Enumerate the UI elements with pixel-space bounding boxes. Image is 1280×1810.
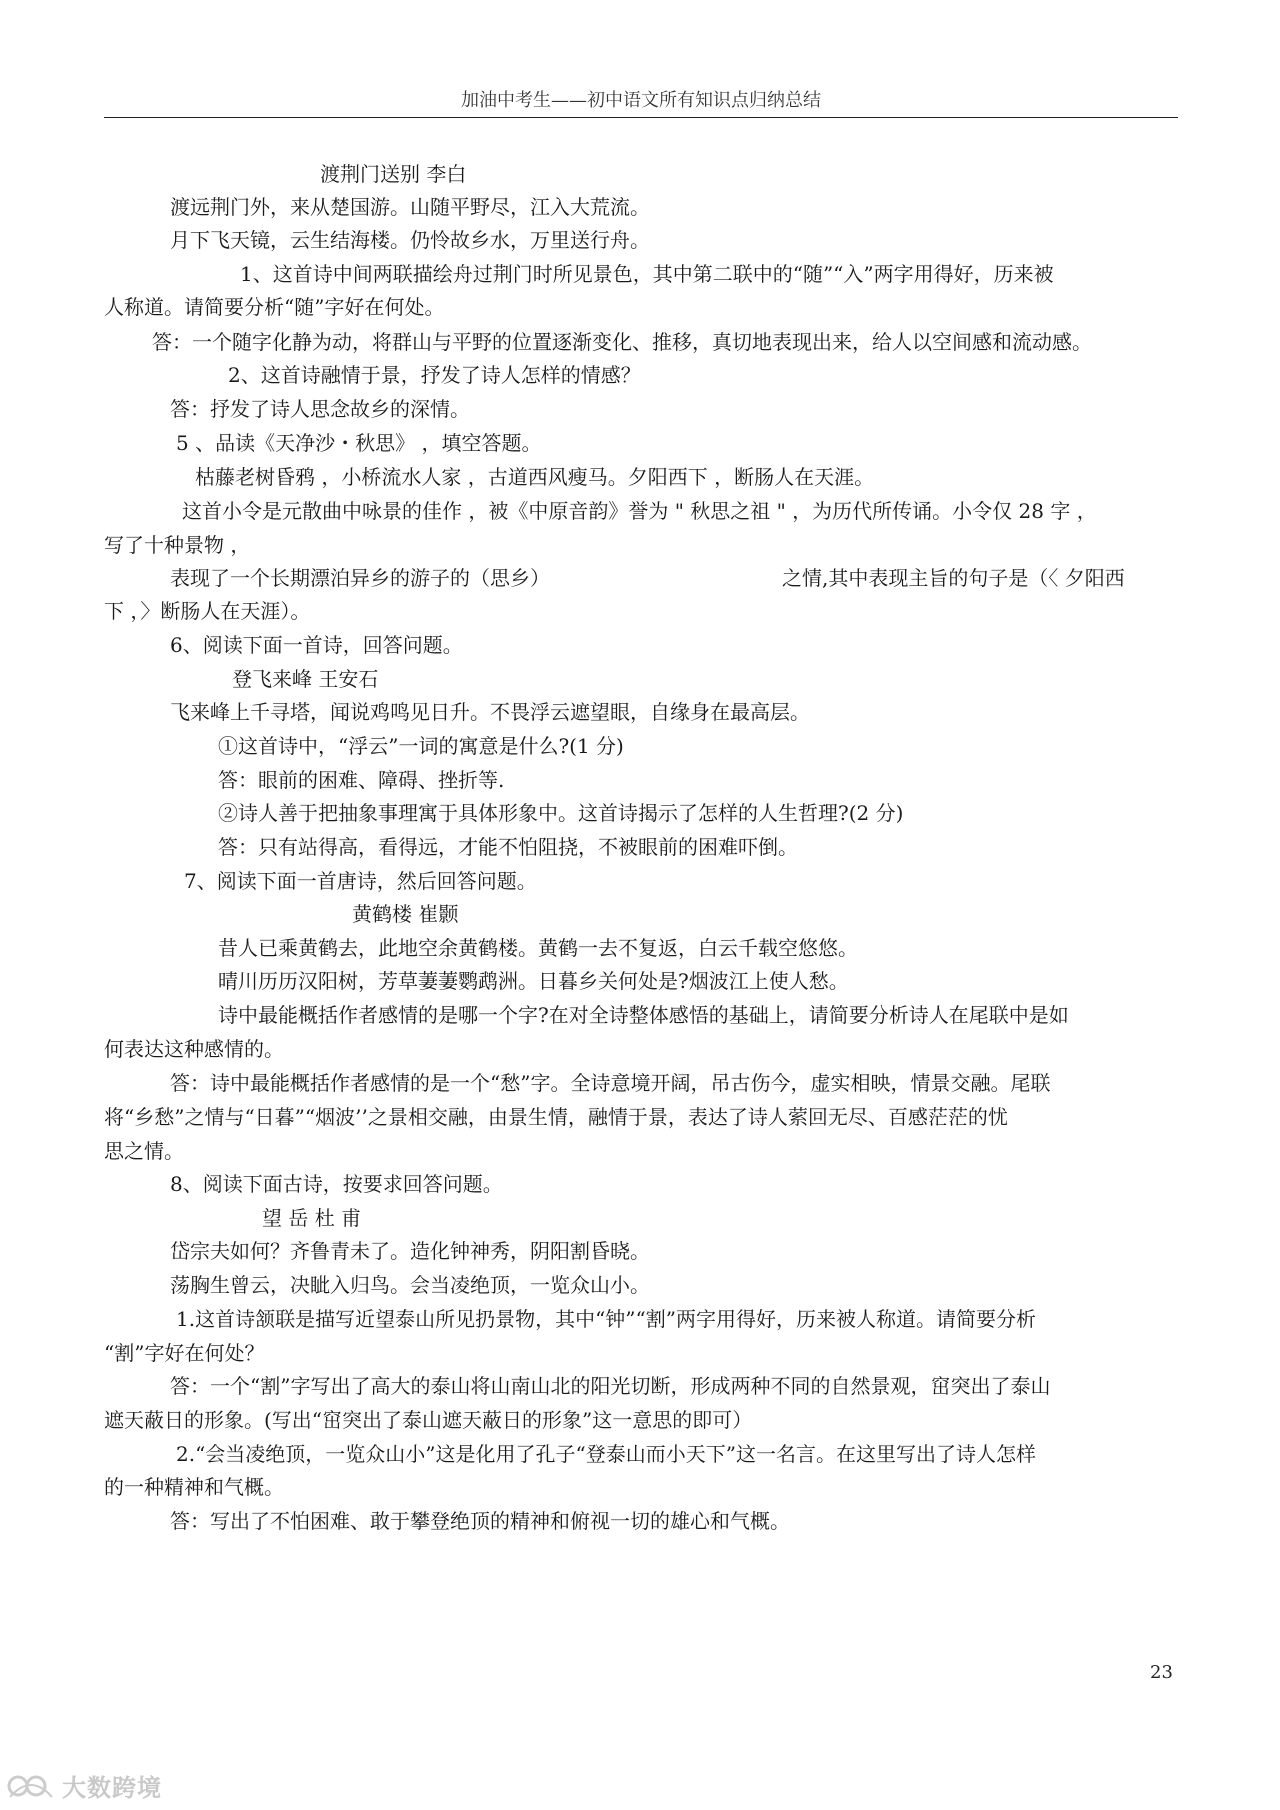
watermark-logo-icon	[6, 1771, 56, 1801]
poem-line: 昔人已乘黄鹤去，此地空余黄鹤楼。黄鹤一去不复返，白云千载空悠悠。	[218, 936, 858, 960]
answer-line: 将“乡愁”之情与“日暮”“烟波’’之景相交融，由景生情，融情于景，表达了诗人萦回无尽、百感茫茫的忧	[104, 1105, 1008, 1129]
text-line: 月下飞天镜，云生结海楼。仍怜故乡水，万里送行舟。	[170, 228, 650, 252]
answer-line: 答：抒发了诗人思念故乡的深情。	[170, 397, 470, 421]
question-line: ①这首诗中，“浮云”一词的寓意是什么?(1 分)	[218, 734, 624, 758]
header-rule	[104, 117, 1178, 118]
question-line: 5 、品读《天净沙・秋思》 ，填空答题。	[176, 431, 542, 455]
text-line: 写了十种景物 ，	[104, 533, 251, 557]
poem-line: 枯藤老树昏鸦 ，小桥流水人家 ，古道西风瘦马。夕阳西下 ，断肠人在天涯。	[195, 465, 875, 489]
answer-line: 答：一个“割”字写出了高大的泰山将山南山北的阳光切断，形成两种不同的自然景观，窋突出了泰山	[170, 1374, 1051, 1398]
poem-line: 晴川历历汉阳树，芳草萋萋鹦鹉洲。日暮乡关何处是?烟波江上使人愁。	[218, 969, 849, 993]
poem-line: 荡胸生曾云，决眦入归鸟。会当凌绝顶，一览众山小。	[170, 1273, 650, 1297]
question-line: “割”字好在何处？	[104, 1341, 265, 1365]
question-line: 8、阅读下面古诗，按要求回答问题。	[170, 1172, 503, 1196]
watermark-text: 大数跨境	[62, 1774, 162, 1802]
answer-line: 答：诗中最能概括作者感情的是一个“愁”字。全诗意境开阔，吊古伤今，虚实相映，情景交融。尾联	[170, 1071, 1051, 1095]
poem-title-huanghelou: 黄鹤楼 崔颢	[352, 902, 459, 926]
answer-line: 答：写出了不怕困难、敢于攀登绝顶的精神和俯视一切的雄心和气概。	[170, 1509, 790, 1533]
poem-line: 岱宗夫如何？齐鲁青未了。造化钟神秀，阴阳割昏晓。	[170, 1239, 650, 1263]
poem-title-dengfeilaifeng: 登飞来峰 王安石	[232, 667, 379, 691]
question-line: 人称道。请简要分析“随”字好在何处。	[104, 295, 445, 319]
text-line: 表现了一个长期漂泊异乡的游子的（思乡）	[170, 566, 550, 590]
question-line: 2、这首诗融情于景，抒发了诗人怎样的情感？	[228, 363, 641, 387]
answer-line: 遮天蔽日的形象。(写出“窋突出了泰山遮天蔽日的形象”这一意思的即可）	[104, 1408, 753, 1432]
poem-line: 飞来峰上千寻塔，闻说鸡鸣见日升。不畏浮云遮望眼，自缘身在最高层。	[170, 700, 810, 724]
answer-line: 答：只有站得高，看得远，才能不怕阻挠，不被眼前的困难吓倒。	[218, 835, 798, 859]
question-line: 何表达这种感情的。	[104, 1037, 284, 1061]
question-line: 的一种精神和气概。	[104, 1475, 284, 1499]
text-line: 渡远荆门外，来从楚国游。山随平野尽，江入大荒流。	[170, 195, 650, 219]
poem-title-dujingmen: 渡荆门送别 李白	[320, 162, 467, 186]
question-line: 1、这首诗中间两联描绘舟过荆门时所见景色，其中第二联中的“随”“入”两字用得好，历来被	[240, 262, 1054, 286]
answer-line: 答：眼前的困难、障碍、挫折等.	[218, 768, 505, 792]
question-line: 2.“会当凌绝顶，一览众山小”这是化用了孔子“登泰山而小天下”这一名言。在这里写出了诗人怎样	[176, 1442, 1036, 1466]
question-line: 6、阅读下面一首诗，回答问题。	[170, 633, 463, 657]
answer-line: 思之情。	[104, 1139, 184, 1163]
text-line: 这首小令是元散曲中咏景的佳作 ，被《中原音韵》誉为 " 秋思之祖 " ，为历代所传诵。小令仅 28 字 ，	[182, 499, 1097, 523]
page-header: 加油中考生——初中语文所有知识点归纳总结	[461, 90, 821, 111]
text-line: 下 ，〉断肠人在天涯）。	[104, 599, 311, 623]
poem-title-wangyue: 望 岳 杜 甫	[262, 1206, 362, 1230]
question-line: 诗中最能概括作者感情的是哪一个字?在对全诗整体感悟的基础上，请简要分析诗人在尾联中是如	[218, 1003, 1069, 1027]
answer-line: 答：一个随字化静为动，将群山与平野的位置逐渐变化、推移，真切地表现出来，给人以空间感和流动感。	[152, 330, 1092, 354]
page-number: 23	[1150, 1662, 1173, 1683]
question-line: ②诗人善于把抽象事理寓于具体形象中。这首诗揭示了怎样的人生哲理?(2 分)	[218, 801, 904, 825]
question-line: 7、阅读下面一首唐诗，然后回答问题。	[184, 869, 537, 893]
text-line: 之情,其中表现主旨的句子是（〈 夕阳西	[782, 566, 1125, 590]
watermark	[6, 1768, 162, 1803]
question-line: 1.这首诗颔联是描写近望泰山所见扔景物，其中“钟”“割”两字用得好，历来被人称道。请简要分析	[176, 1307, 1036, 1331]
